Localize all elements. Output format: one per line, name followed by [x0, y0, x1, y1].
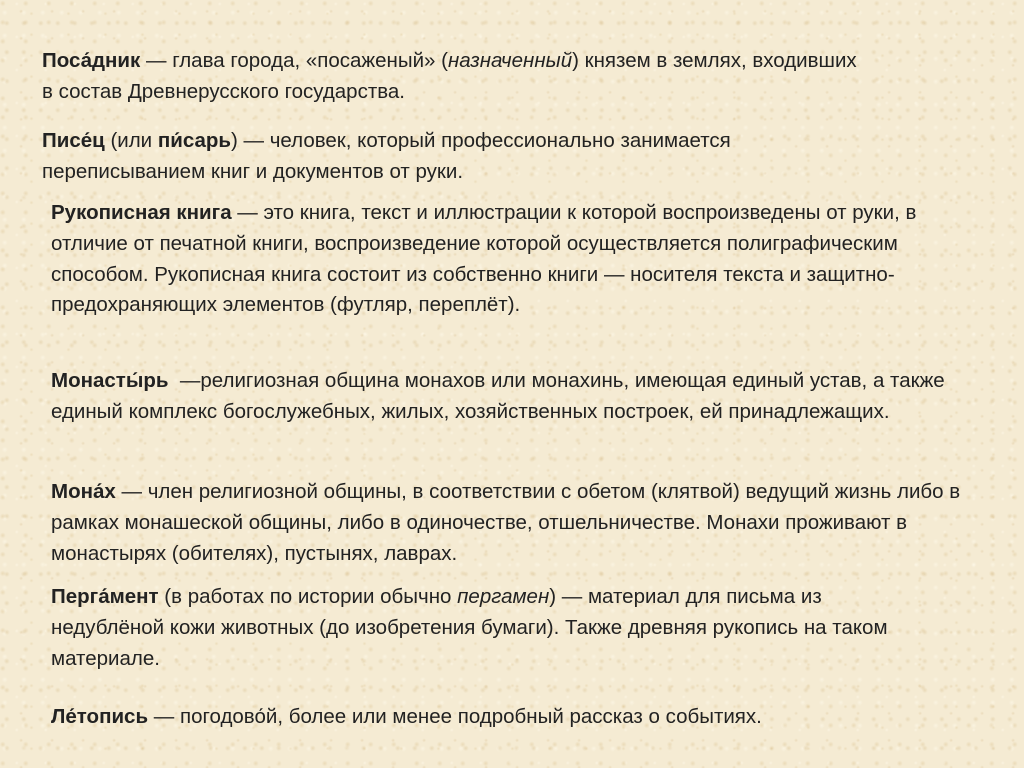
term-manuscript-book: Рукописная книга: [51, 201, 232, 224]
definition-text: ) князем в землях, входивших в состав Древнерусского государства.: [42, 49, 857, 103]
term-chronicle: Ле́топись: [51, 705, 149, 728]
definition-text: — это книга, текст и иллюстрации к которой воспроизведены от руки, в отличие от печатной книги, воспроизведение которой осуществляется полиграфическим способом. Рукописная книга состоит из собственно книги — носителя текста и защитно-предохраняющих элементов (футляр, переплёт).: [51, 201, 917, 317]
definition-text: пергамен: [457, 585, 550, 608]
definition-manuscript-book: [51, 198, 951, 321]
definition-text: — глава города, «посаженый» (: [140, 49, 448, 72]
definition-text: ) — материал для письма из недублёной кожи животных (до изобретения бумаги). Также древняя рукопись на таком материале.: [51, 585, 888, 670]
term-monk: Мона́х: [51, 480, 116, 503]
definition-text: —религиозная община монахов или монахинь, имеющая единый устав, а также единый комплекс богослужебных, жилых, хозяйственных построек, ей принадлежащих.: [51, 369, 951, 423]
definition-text: ) — человек, который профессионально занимается переписыванием книг и документов от руки.: [42, 129, 731, 183]
definition-monk: [51, 477, 966, 569]
definition-chronicle: [51, 702, 951, 733]
definition-text: (в работах по истории обычно: [158, 585, 458, 608]
definition-posadnik: [42, 46, 872, 108]
definition-monastery: [51, 366, 966, 428]
definition-text: (или: [104, 129, 158, 152]
definition-parchment: [51, 582, 901, 674]
definition-text: — член религиозной общины, в соответствии с обетом (клятвой) ведущий жизнь либо в рамках монашеской общины, либо в одиночестве, отшельничестве. Монахи проживают в монастырях (обителях), пустынях, лаврах.: [51, 480, 961, 565]
term-parchment: Перга́мент: [51, 585, 159, 608]
term-pisets: Писе́ц: [42, 129, 105, 152]
definition-pisets: [42, 126, 842, 188]
term-pisar: пи́сарь: [157, 129, 232, 152]
definition-text: назначенный: [447, 49, 573, 72]
term-posadnik: Поса́дник: [42, 49, 141, 72]
term-monastery: Монасты́рь: [51, 369, 169, 392]
definition-text: — погодово́й, более или менее подробный рассказ о событиях.: [148, 705, 762, 728]
